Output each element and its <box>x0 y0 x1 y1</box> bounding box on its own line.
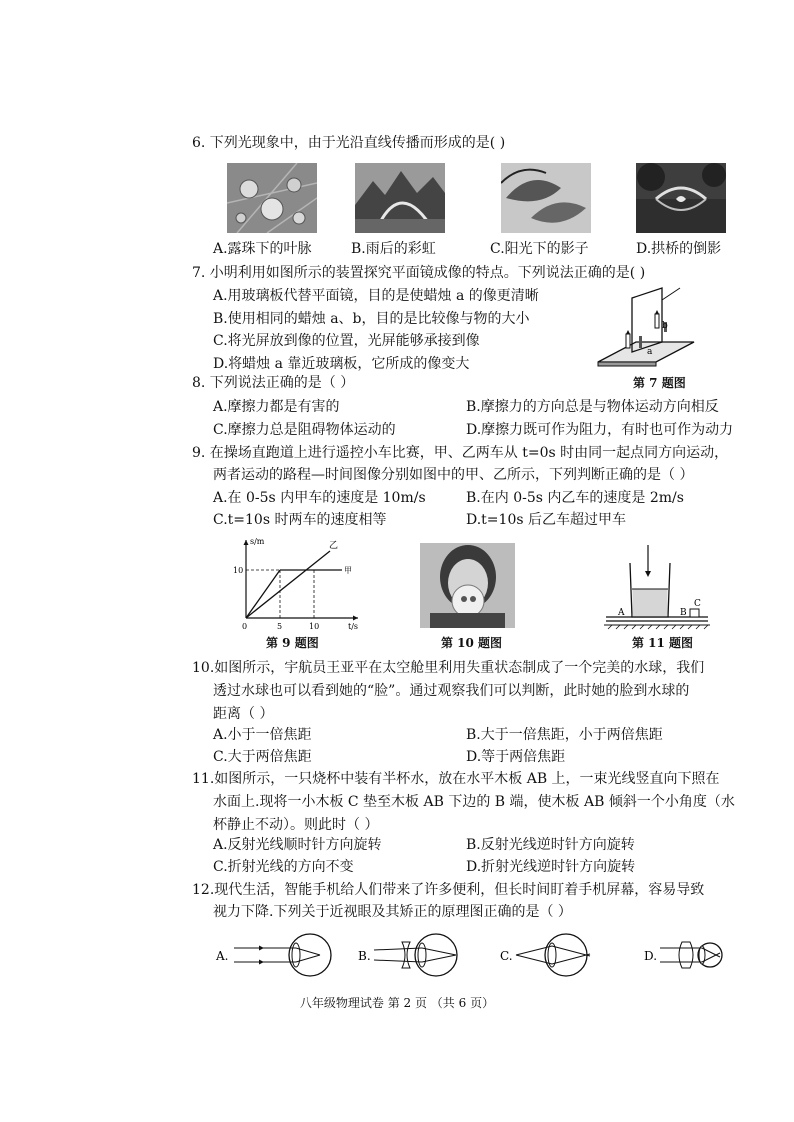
q6-stem: 6. 下列光现象中，由于光沿直线传播而形成的是( ) <box>192 135 506 151</box>
q9-caption: 第 9 题图 <box>266 636 319 650</box>
q8-option-a: A.摩擦力都是有害的 <box>213 399 340 415</box>
q7-option-d: D.将蜡烛 a 靠近玻璃板，它所成的像变大 <box>213 356 470 372</box>
q10-caption: 第 10 题图 <box>441 636 503 650</box>
q12-stem-line1: 12.现代生活，智能手机给人们带来了许多便利，但长时间盯着手机屏幕，容易导致 <box>192 882 705 898</box>
q10-stem-line3: 距离（ ） <box>213 706 274 722</box>
q10-stem-line1: 10.如图所示，宇航员王亚平在太空舱里利用失重状态制成了一个完美的水球，我们 <box>192 660 705 676</box>
q8-stem: 8. 下列说法正确的是（ ） <box>192 375 355 391</box>
q7-label-b: b <box>662 321 668 331</box>
photo-rainbow <box>355 163 445 233</box>
q11-stem-line3: 杯静止不动）。则此时（ ） <box>213 817 379 833</box>
q8-option-c: C.摩擦力总是阻碍物体运动的 <box>213 422 396 438</box>
q11-stem-line2: 水面上.现将一小木板 C 垫至木板 AB 下边的 B 端，使木板 AB 倾斜一个小角度（水 <box>213 794 735 810</box>
q12-label-a: A. <box>216 949 229 963</box>
graph-xlabel: t/s <box>348 622 359 630</box>
q7-caption: 第 7 题图 <box>633 376 686 390</box>
q11-option-b: B.反射光线逆时针方向旋转 <box>466 837 635 853</box>
q7-option-b: B.使用相同的蜡烛 a、b，目的是比较像与物的大小 <box>213 311 530 327</box>
q11-label-a: A <box>618 608 625 618</box>
q12-label-c: C. <box>500 949 513 963</box>
q12-label-b: B. <box>358 949 371 963</box>
q12-eye-diagrams <box>214 930 724 980</box>
q6-option-b: B.雨后的彩虹 <box>351 241 436 257</box>
q12-label-d: D. <box>644 949 658 963</box>
graph-label-yi: 乙 <box>329 541 339 551</box>
q7-mirror-figure <box>596 286 696 370</box>
q11-caption: 第 11 题图 <box>632 636 694 650</box>
photo-shadow <box>501 163 591 233</box>
graph-xtick-10: 10 <box>309 622 320 630</box>
graph-line-jia-rise <box>246 570 280 618</box>
q11-option-c: C.折射光线的方向不变 <box>213 859 354 875</box>
q9-st-graph <box>230 534 365 630</box>
q10-option-a: A.小于一倍焦距 <box>213 727 312 743</box>
q11-option-a: A.反射光线顺时针方向旋转 <box>213 837 382 853</box>
q7-stem: 7. 小明利用如图所示的装置探究平面镜成像的特点。下列说法正确的是( ) <box>192 265 646 281</box>
q6-option-a: A.露珠下的叶脉 <box>213 241 312 257</box>
q10-option-b: B.大于一倍焦距，小于两倍焦距 <box>466 727 663 743</box>
q9-stem-line2: 两者运动的路程—时间图像分别如图中的甲、乙所示，下列判断正确的是（ ） <box>213 467 694 483</box>
graph-ylabel: s/m <box>250 537 265 546</box>
q7-option-c: C.将光屏放到像的位置，光屏能够承接到像 <box>213 333 480 349</box>
q6-option-d: D.拱桥的倒影 <box>636 241 722 257</box>
q8-option-d: D.摩擦力既可作为阻力，有时也可作为动力 <box>466 422 734 438</box>
q11-label-b: B <box>680 608 687 618</box>
q9-option-d: D.t=10s 后乙车超过甲车 <box>466 512 626 528</box>
q9-option-b: B.在内 0-5s 内乙车的速度是 2m/s <box>466 490 684 506</box>
q8-option-b: B.摩擦力的方向总是与物体运动方向相反 <box>466 399 719 415</box>
q6-option-c: C.阳光下的影子 <box>490 241 589 257</box>
graph-line-yi <box>246 551 330 618</box>
graph-origin: 0 <box>242 622 248 630</box>
q9-option-c: C.t=10s 时两车的速度相等 <box>213 512 387 528</box>
q7-label-a: a <box>647 347 653 357</box>
q9-stem-line1: 9. 在操场直跑道上进行遥控小车比赛，甲、乙两车从 t=0s 时由同一起点同方向运动， <box>192 445 729 461</box>
q10-stem-line2: 透过水球也可以看到她的“脸”。通过观察我们可以判断，此时她的脸到水球的 <box>213 683 690 699</box>
q10-option-d: D.等于两倍焦距 <box>466 749 566 765</box>
photo-bridge-reflection <box>636 163 726 233</box>
q7-option-a: A.用玻璃板代替平面镜，目的是使蜡烛 a 的像更清晰 <box>213 288 539 304</box>
q9-option-a: A.在 0-5s 内甲车的速度是 10m/s <box>213 490 426 506</box>
page-footer: 八年级物理试卷 第 2 页 （共 6 页） <box>299 996 495 1010</box>
graph-label-jia: 甲 <box>344 566 352 575</box>
graph-xtick-5: 5 <box>277 622 283 630</box>
q10-option-c: C.大于两倍焦距 <box>213 749 312 765</box>
q11-label-c: C <box>694 599 701 609</box>
q12-stem-line2: 视力下降.下列关于近视眼及其矫正的原理图正确的是（ ） <box>213 904 572 920</box>
q11-option-d: D.折射光线逆时针方向旋转 <box>466 859 636 875</box>
q10-water-ball-photo <box>420 543 515 628</box>
q11-stem-line1: 11.如图所示，一只烧杯中装有半杯水，放在水平木板 AB 上，一束光线竖直向下照在 <box>192 771 720 787</box>
photo-dew-leaf <box>227 163 317 233</box>
graph-ytick-10: 10 <box>233 566 244 575</box>
q11-beaker-figure <box>602 543 712 630</box>
